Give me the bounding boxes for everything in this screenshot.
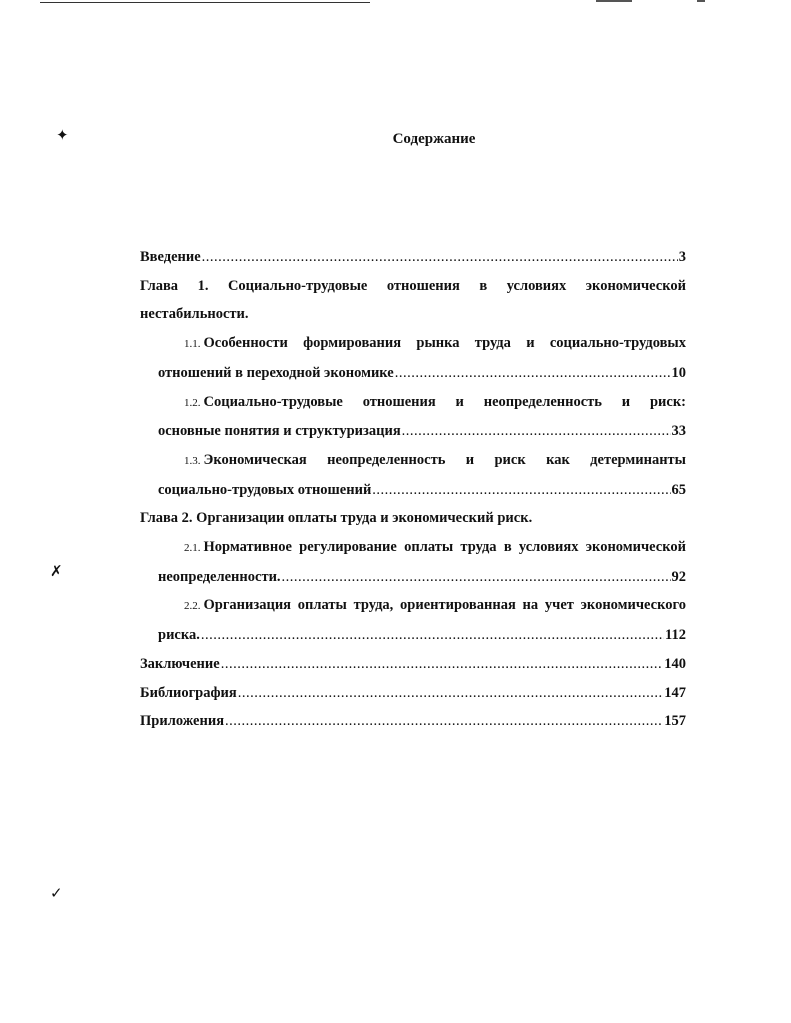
margin-mark-icon: ✓ xyxy=(50,886,63,902)
scan-edge-mark xyxy=(596,0,632,2)
leader-dots xyxy=(372,476,670,505)
toc-page-number: 112 xyxy=(665,627,686,644)
toc-entry-label: Библиография xyxy=(140,684,237,701)
toc-entry-label: Приложения xyxy=(140,713,225,730)
toc-entry-conclusion xyxy=(140,650,686,679)
toc-section-1-3 xyxy=(140,446,686,476)
section-number: 1.1. xyxy=(184,338,201,351)
toc-entry-label: Нормативное регулирование оплаты труда в условиях экономической xyxy=(203,539,686,556)
leader-dots xyxy=(402,417,671,446)
toc-section-1-3-cont xyxy=(140,476,686,505)
toc-section-1-2-cont xyxy=(140,417,686,446)
section-number: 2.1. xyxy=(184,542,201,555)
toc-entry-label: Организация оплаты труда, ориентированная на учет экономического xyxy=(203,597,686,614)
toc-entry-label: риска. xyxy=(158,627,200,644)
scan-edge-line xyxy=(40,2,370,3)
toc-section-2-2-cont xyxy=(140,621,686,650)
margin-mark-icon: ✦ xyxy=(56,128,69,144)
toc-entry-label: неопределенности. xyxy=(158,568,281,585)
toc-section-1-1-cont xyxy=(140,359,686,388)
section-number: 1.3. xyxy=(184,454,201,467)
toc-page-number: 140 xyxy=(664,655,686,672)
leader-dots xyxy=(201,621,664,650)
leader-dots xyxy=(225,707,663,736)
toc-section-1-2 xyxy=(140,388,686,418)
table-of-contents xyxy=(140,243,686,736)
leader-dots xyxy=(395,359,671,388)
toc-entry-intro xyxy=(140,243,686,272)
toc-chapter-1: Глава 1. Социально-трудовые отношения в условиях экономической xyxy=(140,277,686,294)
toc-section-2-1 xyxy=(140,533,686,563)
page-title: Содержание xyxy=(392,131,476,147)
toc-section-1-1 xyxy=(140,329,686,359)
toc-chapter-2: Глава 2. Организации оплаты труда и экономический риск. xyxy=(140,510,533,527)
toc-page-number: 92 xyxy=(671,568,686,585)
toc-entry-label: Особенности формирования рынка труда и социально-трудовых xyxy=(203,335,686,352)
toc-page-number: 147 xyxy=(664,684,686,701)
margin-mark-icon: ✗ xyxy=(50,564,63,580)
toc-entry-label: Экономическая неопределенность и риск как детерминанты xyxy=(203,451,686,468)
leader-dots xyxy=(202,243,678,272)
leader-dots xyxy=(238,679,664,708)
section-number: 1.2. xyxy=(184,396,201,409)
toc-page-number: 3 xyxy=(678,249,686,265)
toc-page-number: 33 xyxy=(671,423,686,440)
toc-entry-label: Заключение xyxy=(140,655,220,672)
toc-entry-appendix xyxy=(140,707,686,736)
toc-page-number: 157 xyxy=(664,713,686,730)
toc-entry-label: социально-трудовых отношений xyxy=(158,481,372,498)
toc-page-number: 65 xyxy=(671,481,686,498)
leader-dots xyxy=(282,563,671,592)
toc-entry-label: Введение xyxy=(140,249,201,265)
toc-section-2-2 xyxy=(140,591,686,621)
toc-entry-label: Социально-трудовые отношения и неопределенность и риск: xyxy=(203,393,686,410)
toc-section-2-1-cont xyxy=(140,563,686,592)
toc-entry-label: основные понятия и структуризация xyxy=(158,423,401,440)
toc-chapter-1-cont: нестабильности. xyxy=(140,306,249,323)
toc-entry-bibliography xyxy=(140,679,686,708)
section-number: 2.2. xyxy=(184,600,201,613)
leader-dots xyxy=(221,650,664,679)
toc-page-number: 10 xyxy=(671,364,686,381)
toc-entry-label: отношений в переходной экономике xyxy=(158,364,394,381)
scan-edge-mark xyxy=(697,0,705,2)
